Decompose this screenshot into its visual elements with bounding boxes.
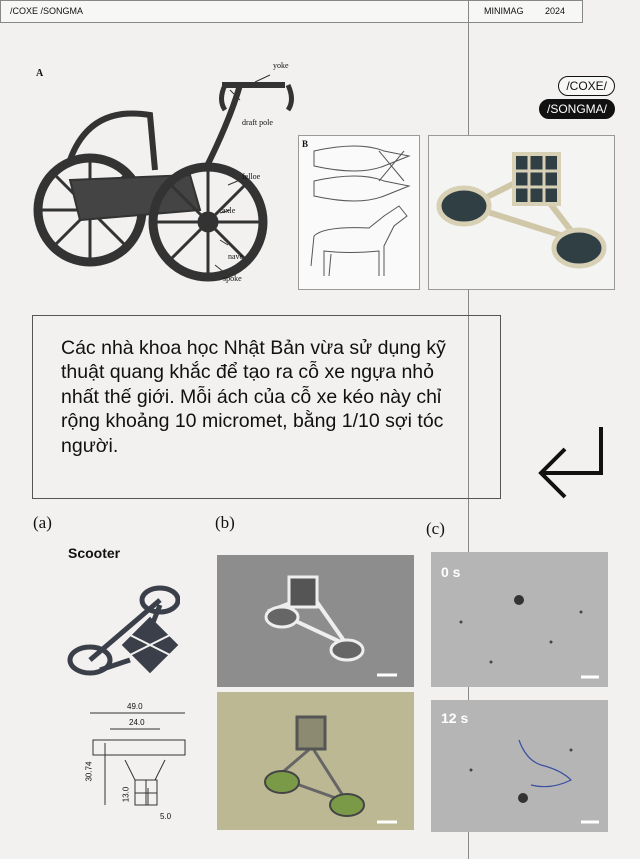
- figure-label-c-bottom: (c): [426, 519, 445, 538]
- dimension-label: 13.0: [121, 786, 131, 803]
- micro-chariot-render: [428, 135, 615, 290]
- article-text: Các nhà khoa học Nhật Bản vừa sử dụng kỹ thuật quang khắc để tạo ra cỗ xe ngựa nhỏ nhất thế giới. Mỗi ách của cỗ xe kéo này chỉ rộng khoảng 10 micromet, bằng 1/10 sợi tóc người.: [61, 337, 446, 457]
- scooter-dimension-drawing: [84, 702, 190, 825]
- year: 2024: [545, 6, 566, 16]
- figure-label-a-bottom: (a): [33, 513, 52, 532]
- timestamp: 12 s: [441, 710, 469, 726]
- article-text-box: [32, 315, 501, 499]
- horse-illustration: [299, 136, 419, 289]
- tag-coxe[interactable]: /COXE/: [558, 76, 615, 96]
- part-label: nave: [228, 252, 244, 261]
- tag-songma[interactable]: /SONGMA/: [539, 99, 615, 119]
- brand-name[interactable]: MINIMAG: [484, 6, 524, 16]
- optical-scooter: [217, 692, 414, 830]
- sem-scooter: [217, 555, 414, 687]
- dimension-label: 49.0: [127, 702, 143, 711]
- scooter-title: Scooter: [68, 545, 121, 561]
- part-label: axle: [222, 206, 236, 215]
- dimension-label: 24.0: [129, 718, 145, 727]
- part-label: felloe: [242, 172, 261, 181]
- timestamp: 0 s: [441, 564, 461, 580]
- chariot-render-illustration: [429, 136, 614, 289]
- dimension-label: 5.0: [160, 812, 172, 821]
- chariot-diagram: [30, 60, 300, 295]
- horse-diagram: [298, 135, 420, 290]
- scooter-render: [60, 580, 180, 690]
- figure-label-a: A: [36, 68, 44, 79]
- breadcrumb[interactable]: /COXE /SONGMA: [10, 6, 84, 16]
- part-label: yoke: [273, 61, 289, 70]
- motion-frame-12s: [431, 700, 608, 832]
- motion-frame-0s: [431, 552, 608, 687]
- sem-image: [217, 555, 414, 687]
- dimension-label: 30.74: [84, 761, 94, 782]
- optical-image: [217, 692, 414, 830]
- figure-label-b-bottom: (b): [215, 513, 235, 532]
- part-label: draft pole: [242, 118, 273, 127]
- figure-label-b: B: [302, 139, 309, 149]
- return-arrow-icon[interactable]: [535, 425, 607, 500]
- header-bar: [0, 0, 583, 23]
- part-label: spoke: [223, 274, 242, 283]
